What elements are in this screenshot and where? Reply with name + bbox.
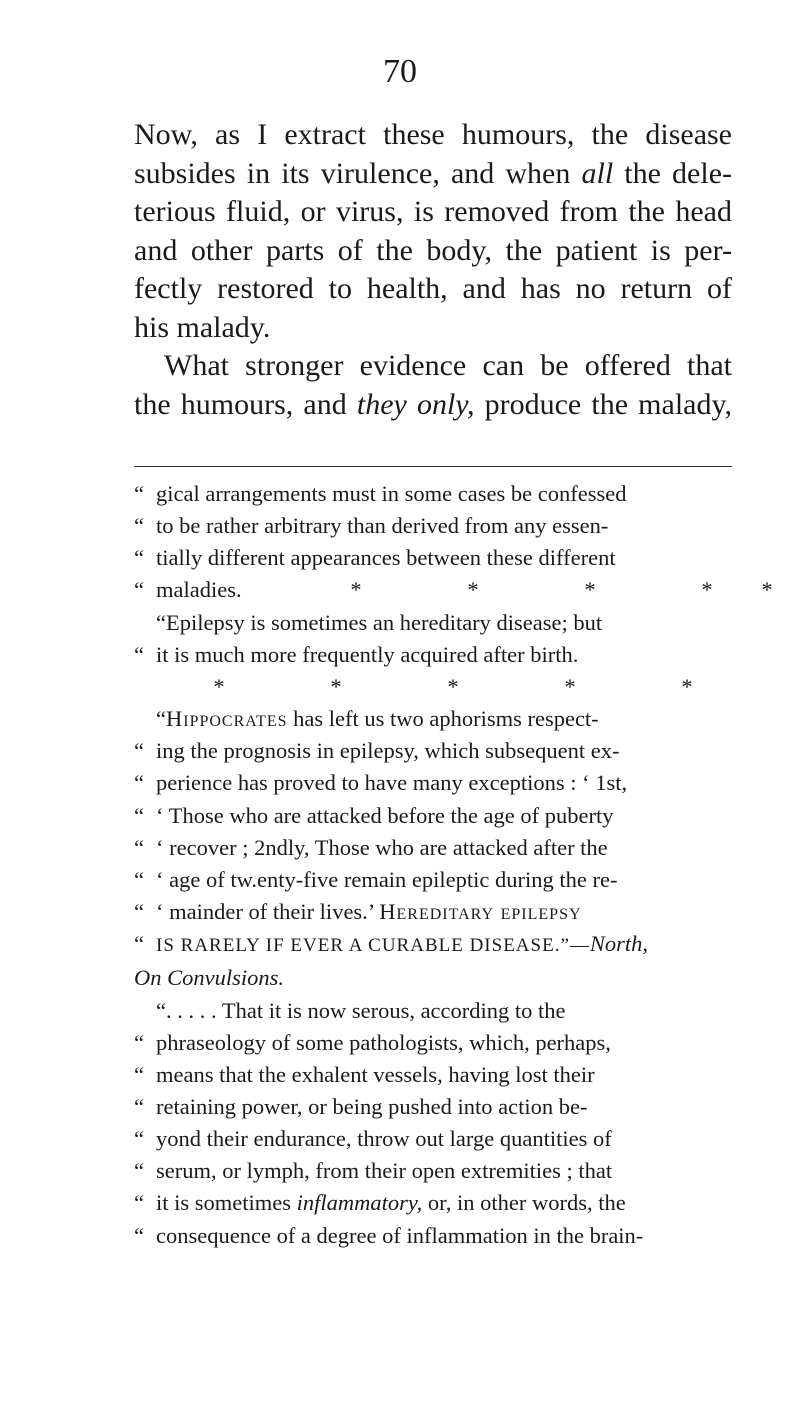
asterisk: * [701, 577, 713, 603]
small-caps-phrase: Hereditary epilepsy [379, 899, 582, 925]
citation-title: On Convulsions. [134, 965, 285, 991]
small-caps-phrase: IS RARELY IF EVER A CURABLE DISEASE.”— [156, 935, 590, 957]
main-text [134, 116, 732, 424]
footnote [134, 478, 773, 1252]
footnote-line: “ retaining power, or being pushed into action be- [134, 1093, 588, 1119]
footnote-line: “ perience has proved to have many exceptions : ‘ 1st, [134, 770, 628, 796]
footnote-line: “ ‘ age of tw.enty-five remain epileptic during the re- [134, 866, 618, 892]
footnote-line: “ ‘ recover ; 2ndly, Those who are attacked after the [134, 834, 608, 860]
asterisk: * [564, 673, 576, 699]
footnote-line: “ phraseology of some pathologists, which, perhaps, [134, 1029, 611, 1055]
asterisk: * [467, 577, 479, 603]
footnote-line: “ consequence of a degree of inflammation in the brain- [134, 1222, 644, 1248]
citation-author: North, [589, 931, 649, 957]
footnote-line: “ to be rather arbitrary than derived from any essen- [134, 513, 609, 539]
main-line: subsides in its virulence, and when all the dele- [134, 156, 733, 190]
main-line: What stronger evidence can be offered that [164, 349, 732, 382]
footnote-line: “ ing the prognosis in epilepsy, which subsequent ex- [134, 738, 620, 764]
footnote-line: “ it is sometimes inflammatory, or, in other words, the [134, 1190, 626, 1216]
footnote-line: “ gical arrangements must in some cases be confessed [134, 481, 627, 506]
main-line: his malady. [134, 310, 271, 344]
asterisk: * [584, 577, 596, 603]
main-line: the humours, and they only, produce the malady, [134, 387, 733, 421]
main-line: and other parts of the body, the patient is per- [134, 233, 732, 267]
footnote-line: “ means that the exhalent vessels, having lost their [134, 1061, 595, 1087]
asterisk: * [761, 577, 773, 603]
footnote-line: “Hippocrates has left us two aphorisms respect- [156, 706, 599, 732]
main-line: fectly restored to health, and has no return of [134, 272, 732, 305]
asterisk: * [213, 673, 225, 699]
footnote-line: “ yond their endurance, throw out large quantities of [134, 1126, 612, 1152]
footnote-line: “ tially different appearances between these different [134, 545, 616, 571]
emphasis: all [581, 156, 614, 190]
asterisk: * [681, 673, 693, 699]
main-line: Now, as I extract these humours, the disease [134, 118, 732, 151]
footnote-divider [134, 466, 732, 467]
asterisk: * [447, 673, 459, 699]
asterisk: * [330, 673, 342, 699]
footnote-line: “ serum, or lymph, from their open extremities ; that [134, 1158, 613, 1184]
footnote-line: “ ‘ mainder of their lives.’ Hereditary epilepsy [134, 899, 582, 925]
footnote-line: “ ‘ Those who are attacked before the age of puberty [134, 802, 614, 828]
footnote-line: “ maladies. * * * * * [134, 574, 732, 606]
asterisk-row [134, 671, 732, 703]
footnote-line: “ IS RARELY IF EVER A CURABLE DISEASE.”—North, [134, 931, 649, 957]
page-number: 70 [383, 53, 417, 90]
footnote-line: “ it is much more frequently acquired after birth. [134, 641, 579, 667]
asterisk: * [350, 577, 362, 603]
footnote-line: “. . . . . That it is now serous, according to the [156, 997, 566, 1023]
emphasis: they only, [356, 387, 475, 421]
emphasis: inflammatory, [296, 1190, 423, 1216]
author-name: Hippocrates [166, 706, 288, 732]
footnote-line: “Epilepsy is sometimes an hereditary disease; but [156, 609, 603, 635]
main-line: terious fluid, or virus, is removed from the head [134, 195, 732, 228]
